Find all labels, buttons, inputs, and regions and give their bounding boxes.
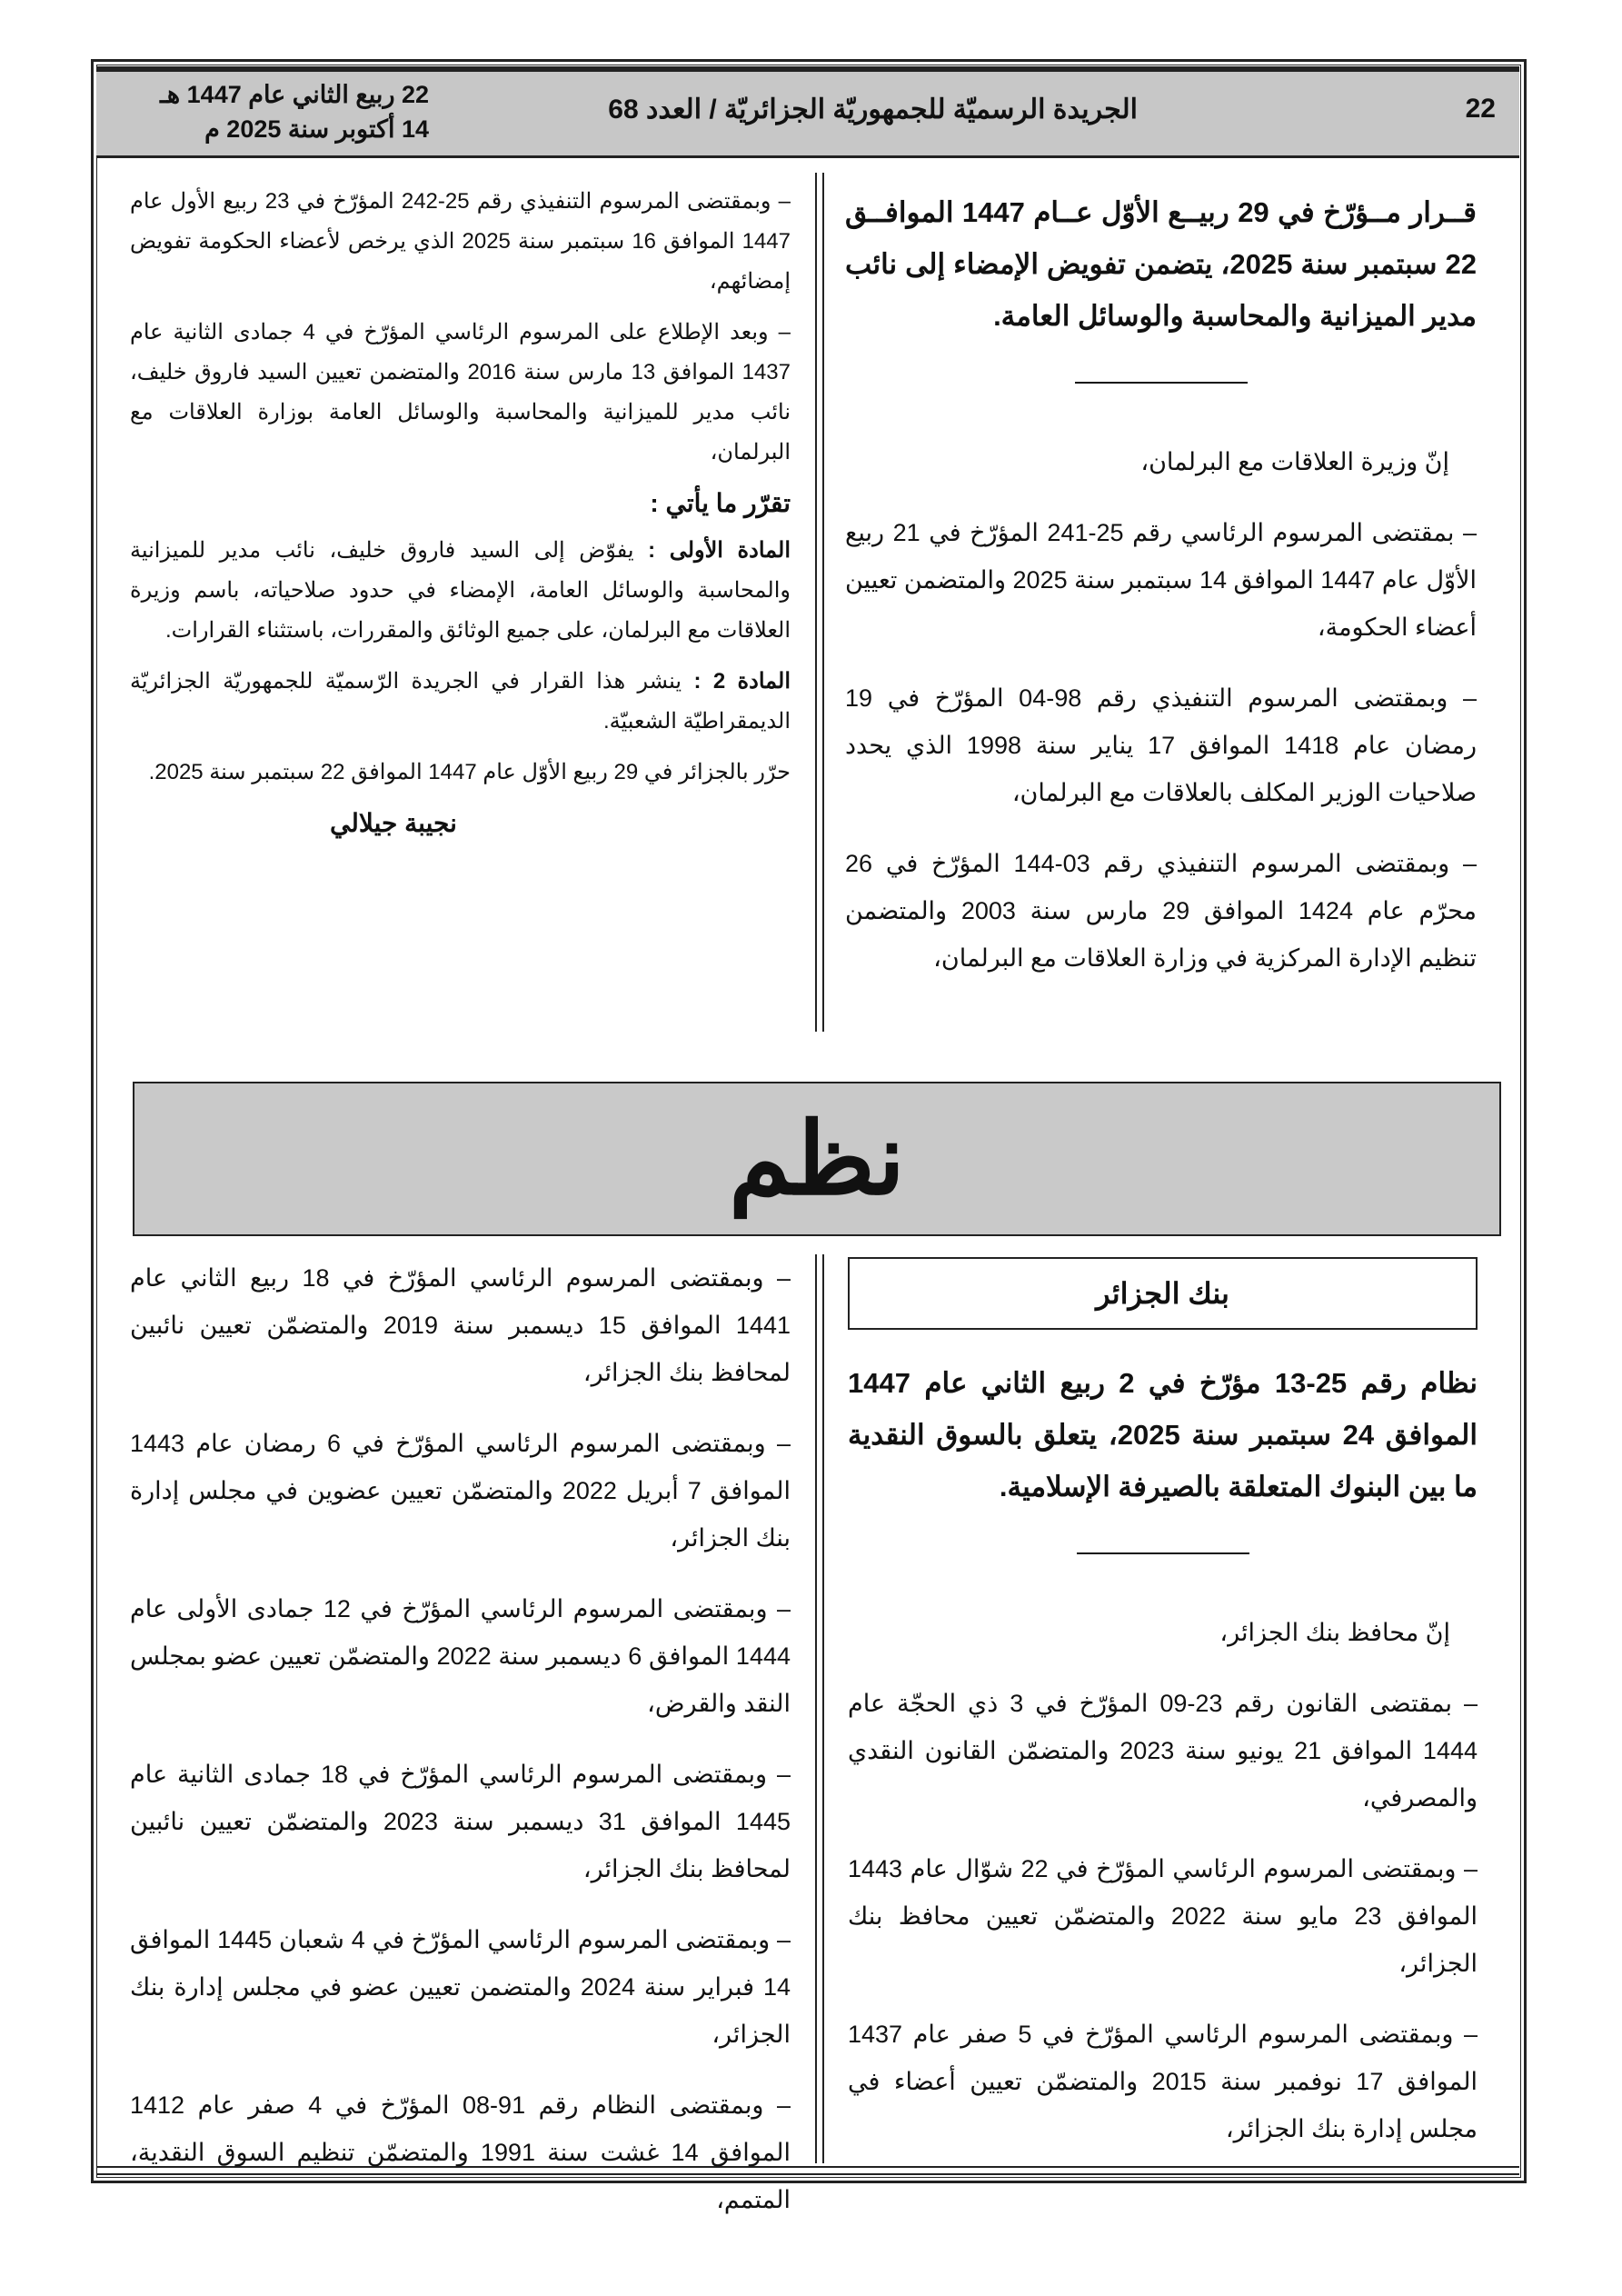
recital: – وبمقتضى المرسوم التنفيذي رقم 03-144 المؤرّخ في 26 محرّم عام 1424 الموافق 29 مارس سنة 2003 والمتضمن تنظيم الإدارة المركزية في وزارة العلاقات مع البرلمان، xyxy=(845,850,1478,972)
article-2 xyxy=(130,662,791,742)
recital: – وبمقتضى المرسوم الرئاسي المؤرّخ في 18 ربيع الثاني عام 1441 الموافق 15 ديسمبر سنة 2019 والمتضمّن تعيين نائبين لمحافظ بنك الجزائر، xyxy=(130,1264,791,1386)
recital: – وبمقتضى المرسوم الرئاسي المؤرّخ في 6 رمضان عام 1443 الموافق 7 أبريل 2022 والمتضمّن تعيين عضوين في مجلس إدارة بنك الجزائر، xyxy=(130,1430,791,1552)
recital: – وبمقتضى النظام رقم 91-08 المؤرّخ في 4 صفر عام 1412 الموافق 14 غشت سنة 1991 والمتضمّن تنظيم السوق النقدية، المتمم، xyxy=(130,2091,791,2213)
recital: – وبمقتضى المرسوم التنفيذي رقم 98-04 المؤرّخ في 19 رمضان عام 1418 الموافق 17 يناير سنة 1998 الذي يحدد صلاحيات الوزير المكلف بالعلاقات مع البرلمان، xyxy=(845,684,1477,806)
recital: – وبمقتضى المرسوم الرئاسي المؤرّخ في 22 شوّال عام 1443 الموافق 23 مايو سنة 2022 والمتضمّن تعيين محافظ بنك الجزائر، xyxy=(848,1855,1478,1977)
gazette-title: الجريدة الرسميّة للجمهوريّة الجزائريّة / العدد 68 xyxy=(608,95,1138,125)
section-banner-title: نظم xyxy=(728,1103,906,1215)
regulation-left-column xyxy=(130,1254,791,2247)
recital: – وبمقتضى المرسوم الرئاسي المؤرّخ في 12 جمادى الأولى عام 1444 الموافق 6 ديسمبر سنة 2022 والمتضمّن تعيين عضو بمجلس النقد والقرض، xyxy=(130,1595,791,1717)
done-at: حرّر بالجزائر في 29 ربيع الأوّل عام 1447 الموافق 22 سبتمبر سنة 2025. xyxy=(148,760,791,784)
recital: – وبمقتضى المرسوم الرئاسي المؤرّخ في 5 صفر عام 1437 الموافق 17 نوفمبر سنة 2015 والمتضمّن تعيين أعضاء في مجلس إدارة بنك الجزائر، xyxy=(848,2021,1478,2142)
issuer-box: بنك الجزائر xyxy=(848,1257,1478,1330)
page-header xyxy=(96,66,1519,158)
regulation-intro: إنّ محافظ بنك الجزائر، xyxy=(1219,1619,1450,1646)
date-hijri: 22 ربيع الثاني عام 1447 هـ xyxy=(160,81,430,108)
article-1 xyxy=(130,531,791,651)
column-divider xyxy=(815,173,824,1032)
decision-heading: قــرار مــؤرّخ في 29 ربيــع الأوّل عــام 1447 الموافــق 22 سبتمبر سنة 2025، يتضمن تفويض الإمضاء إلى نائب مدير الميزانية والمحاسبة والوسائل العامة. xyxy=(845,196,1477,332)
column-divider xyxy=(815,1254,824,2163)
recital: – وبمقتضى المرسوم الرئاسي المؤرّخ في 4 شعبان 1445 الموافق 14 فبراير سنة 2024 والمتضمن تعيين عضو في مجلس إدارة بنك الجزائر، xyxy=(130,1926,791,2048)
signature: نجيبة جيلالي xyxy=(330,809,457,837)
recital: – بمقتضى القانون رقم 23-09 المؤرّخ في 3 ذي الحجّة عام 1444 الموافق 21 يونيو سنة 2023 والمتضمّن القانون النقدي والمصرفي، xyxy=(848,1690,1478,1812)
article-1-text: يفوّض إلى السيد فاروق خليف، نائب مدير للميزانية والمحاسبة والوسائل العامة، الإمضاء في حدود صلاحياته، باسم وزيرة العلاقات مع البرلمان، على جميع الوثائق والمقررات، باستثناء القرارات. xyxy=(130,538,791,643)
decision-left-column xyxy=(130,182,791,844)
section-banner xyxy=(133,1082,1501,1236)
article-2-text: ينشر هذا القرار في الجريدة الرّسميّة للجمهوريّة الجزائريّة الديمقراطيّة الشعبيّة. xyxy=(130,669,791,734)
decision-intro: إنّ وزيرة العلاقات مع البرلمان، xyxy=(1140,448,1449,475)
decision-right-column xyxy=(845,186,1477,1005)
recital: – وبمقتضى المرسوم التنفيذي رقم 25-242 المؤرّخ في 23 ربيع الأول عام 1447 الموافق 16 سبتمبر سنة 2025 الذي يرخص لأعضاء الحكومة تفويض إمضائهم، xyxy=(130,189,791,294)
separator-rule xyxy=(1075,382,1248,384)
separator-rule xyxy=(1077,1552,1249,1554)
regulation-right-column xyxy=(848,1257,1478,2176)
recital: – وبمقتضى المرسوم الرئاسي المؤرّخ في 18 جمادى الثانية عام 1445 الموافق 31 ديسمبر سنة 2023 والمتضمّن تعيين نائبين لمحافظ بنك الجزائر، xyxy=(130,1761,791,1882)
regulation-heading: نظام رقم 25-13 مؤرّخ في 2 ربيع الثاني عام 1447 الموافق 24 سبتمبر سنة 2025، يتعلق بالسوق النقدية ما بين البنوك المتعلقة بالصيرفة الإسلامية. xyxy=(848,1367,1478,1502)
recital: – بمقتضى المرسوم الرئاسي رقم 25-241 المؤرّخ في 21 ربيع الأوّل عام 1447 الموافق 14 سبتمبر سنة 2025 والمتضمن تعيين أعضاء الحكومة، xyxy=(845,519,1477,641)
recital: – وبعد الإطلاع على المرسوم الرئاسي المؤرّخ في 4 جمادى الثانية عام 1437 الموافق 13 مارس سنة 2016 والمتضمن تعيين السيد فاروق خليف، نائب مدير للميزانية والمحاسبة والوسائل العامة بوزارة العلاقات مع البرلمان، xyxy=(130,320,791,464)
date-gregorian: 14 أكتوبر سنة 2025 م xyxy=(204,115,430,143)
page-number: 22 xyxy=(1465,94,1496,124)
article-2-label: المادة 2 : xyxy=(693,669,791,694)
article-1-label: المادة الأولى : xyxy=(648,538,791,563)
issue-date xyxy=(160,77,429,146)
decides-heading: تقرّر ما يأتي : xyxy=(650,489,791,517)
